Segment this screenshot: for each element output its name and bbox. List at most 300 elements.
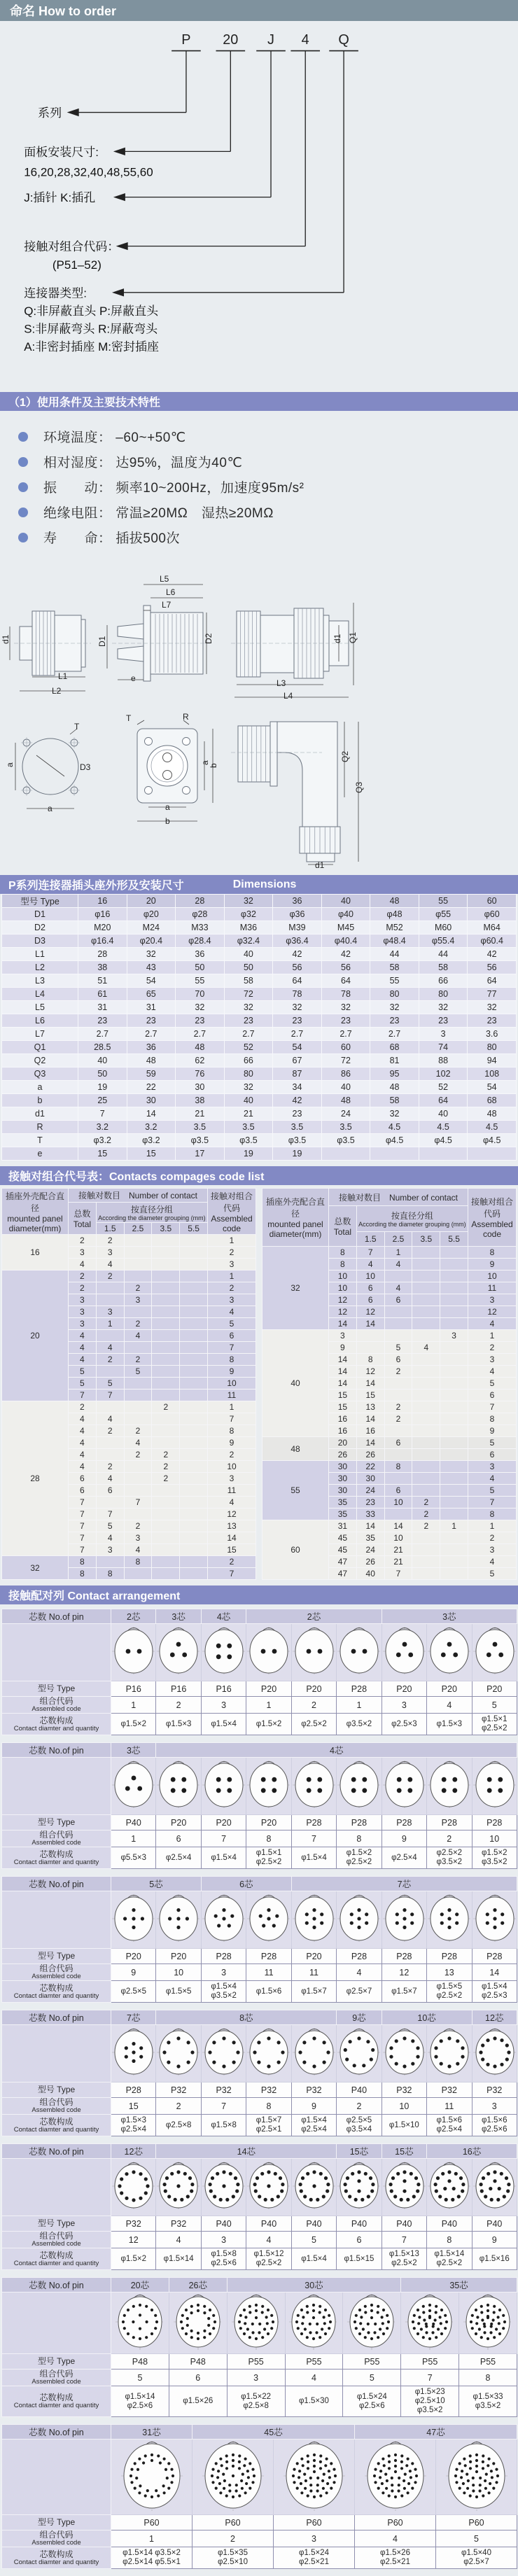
pin-dot (475, 2465, 477, 2468)
pin-dot (295, 2320, 298, 2323)
cell: 10 (356, 1270, 384, 1282)
contact-quantity-cell (111, 2115, 156, 2136)
cell: 6 (468, 1449, 517, 1461)
cell (124, 1568, 152, 1580)
type-cell: P40 (246, 2216, 291, 2232)
pin-dot (367, 2040, 370, 2043)
contact-quantity-line: φ2.5×2 (255, 1858, 282, 1866)
cell: 4 (69, 1461, 97, 1473)
pin-dot (187, 2061, 190, 2064)
pin-dot (389, 2190, 393, 2193)
pin-dot (444, 2314, 447, 2317)
pin-dot (223, 2487, 225, 2490)
diagram-cell (156, 1758, 201, 1815)
cell: 14 (329, 1318, 357, 1330)
pin-dot (185, 2309, 188, 2311)
pin-arrangement-diagram (382, 2025, 427, 2080)
cell: 4 (468, 1318, 517, 1330)
diagram-cell (382, 2159, 426, 2216)
bullet-icon (18, 533, 28, 542)
pin-dot (402, 2036, 406, 2040)
cell: 4 (69, 1259, 97, 1270)
contact-quantity-line: φ2.5×14 φ5.5×1 (122, 2558, 181, 2566)
cell: 7 (69, 1390, 97, 1401)
diagram-row-label (2, 1624, 111, 1681)
pin-dot (312, 2304, 315, 2306)
type-cell: P28 (472, 1815, 517, 1830)
assembled-code-cell: 10 (472, 1830, 517, 1847)
pin-dot (349, 2040, 352, 2043)
cell: 7 (208, 1342, 256, 1354)
cell: 5 (468, 1568, 517, 1580)
pin-dot (260, 2172, 264, 2176)
dimension-label: L1 (58, 671, 68, 681)
pin-count-label: 芯数 No.of pin (2, 1609, 111, 1624)
cell: φ48 (370, 908, 419, 921)
contact-quantity-line: φ3.5×2 (436, 1858, 463, 1866)
pin-dot (348, 2194, 351, 2198)
pin-dot (487, 2491, 490, 2494)
pin-dot (246, 2476, 249, 2479)
assembled-code-cell: 9 (291, 2098, 336, 2115)
pin-dot (363, 1777, 368, 1782)
order-label: 系列 (38, 106, 62, 120)
shell-outline (115, 1630, 153, 1673)
cell (124, 1378, 152, 1390)
pin-count-label: 芯数 No.of pin (2, 2010, 111, 2025)
pin-dot (484, 2487, 486, 2490)
dimension-label: Q1 (348, 631, 358, 643)
assembled-code-cell: 8 (246, 1830, 291, 1847)
pin-dot (132, 1926, 135, 1929)
pin-dot (245, 2482, 248, 2485)
contact-label: 芯数构成 Contact diamter and quantity (2, 1714, 111, 1735)
cell (412, 1247, 440, 1259)
conditions-list (0, 411, 518, 572)
cell (412, 1354, 440, 1366)
assembled-code-cell: 12 (382, 1964, 426, 1981)
diagram-cell (111, 2440, 192, 2515)
contact-quantity-cell (227, 2386, 285, 2417)
pin-dot (483, 2331, 486, 2334)
cell: 1 (96, 1318, 124, 1330)
pin-dot (445, 2320, 448, 2323)
pin-dot (382, 2309, 385, 2311)
pin-dot (482, 2494, 484, 2497)
cell: 64 (273, 974, 322, 988)
pin-dot (505, 2043, 508, 2047)
contact-quantity-line: φ1.5×2 (120, 1719, 146, 1728)
pin-dot (358, 2170, 361, 2174)
cell: φ55.4 (419, 934, 468, 948)
condition-text: 环境温度： –60~+50℃ (43, 430, 186, 445)
arrow-head-icon (113, 148, 125, 155)
pin-dot (154, 2327, 157, 2330)
cell: 2 (152, 1461, 180, 1473)
code-header-line: code (482, 1229, 502, 1239)
pin-dot (177, 1917, 181, 1920)
cell: 21 (176, 1107, 225, 1121)
cell: 2 (96, 1235, 124, 1247)
cell: 4 (96, 1413, 124, 1425)
pin-dot (414, 2481, 416, 2484)
pin-arrangement-diagram (292, 1624, 337, 1679)
pin-dot (493, 2336, 496, 2339)
contact-quantity-cell (382, 2115, 426, 2136)
pin-count-label: 芯数 No.of pin (2, 1877, 111, 1891)
cell: 14 (356, 1413, 384, 1425)
pin-arrangement-diagram (427, 1891, 472, 1946)
arrow-head-icon (67, 108, 79, 116)
cell: 8 (208, 1425, 256, 1437)
diagram-cell (427, 1891, 472, 1949)
pin-dot (214, 2462, 217, 2465)
cell: 23 (273, 1107, 322, 1121)
pin-dot (267, 2332, 270, 2335)
contact-quantity-line: φ1.5×5 (165, 1987, 192, 1996)
pin-dot (384, 2473, 387, 2476)
contact-quantity-line: φ2.5×2 (301, 1719, 327, 1728)
pin-dot (170, 1653, 175, 1658)
cell: 2.7 (78, 1028, 127, 1041)
pin-dot (145, 2305, 148, 2308)
pin-count-header: 15芯 (382, 2144, 426, 2159)
pin-dot (248, 2311, 251, 2314)
pin-dot (155, 2489, 158, 2492)
pin-count-header: 45芯 (192, 2425, 355, 2440)
cell: 54 (273, 1041, 322, 1054)
type-cell: P55 (343, 2354, 401, 2370)
pin-dot (219, 2491, 222, 2494)
pin-dot (307, 1788, 312, 1793)
cell (152, 1425, 180, 1437)
cell (152, 1378, 180, 1390)
diagram-cell (246, 1891, 291, 1949)
pin-dot (118, 2184, 121, 2188)
pin-dot (319, 2305, 322, 2308)
code-table-left (1, 1188, 256, 1580)
pin-dot (326, 2183, 330, 2186)
type-cell: P20 (427, 1681, 472, 1697)
cell: 95 (370, 1068, 419, 1081)
contact-label-en: Contact diamter and quantity (13, 2558, 99, 2566)
cell: 14 (356, 1318, 384, 1330)
cell: φ16.4 (78, 934, 127, 948)
contact-quantity-cell (382, 1847, 426, 1869)
pin-count-header: 26芯 (169, 2278, 227, 2292)
pin-dot (307, 1777, 312, 1782)
cell: 32 (321, 1001, 370, 1014)
section-header-arrangement (0, 1586, 518, 1604)
cell: 2 (124, 1425, 152, 1437)
pin-dot (382, 2458, 384, 2460)
pin-dot (386, 2327, 388, 2330)
pin-dot (127, 2309, 130, 2311)
cell: 2.7 (127, 1028, 176, 1041)
pin-arrangement-diagram (111, 2025, 156, 2080)
pin-dot (237, 2467, 240, 2470)
pin-dot (468, 2467, 471, 2470)
dimension-label: a (5, 762, 15, 767)
pin-dot (400, 2467, 402, 2470)
pin-dot (321, 2194, 325, 2198)
pin-dot (126, 1649, 131, 1654)
cell: 7 (208, 1568, 256, 1580)
contact-quantity-line: φ2.5×2 (481, 1724, 507, 1732)
pin-dot (306, 1649, 311, 1654)
cell: 2 (69, 1282, 97, 1294)
cell: 30 (176, 1081, 225, 1094)
pin-dot (436, 2176, 440, 2180)
pin-dot (437, 2328, 440, 2330)
arrangement-block (1, 2143, 517, 2270)
contact-label: 芯数构成 Contact diamter and quantity (2, 2115, 111, 2136)
pin-dot (320, 1912, 323, 1916)
pin-dot (183, 1653, 188, 1658)
pin-arrangement-diagram (337, 2025, 382, 2080)
contact-quantity-line: φ1.5×7 (255, 2116, 282, 2124)
cell: φ16 (78, 908, 127, 921)
diagram-row (2, 2159, 517, 2216)
diagram-cell (246, 1758, 291, 1815)
assembled-code-cell: 6 (156, 1830, 201, 1847)
assembled-code-cell: 8 (459, 2370, 517, 2386)
contact-label: 芯数构成 Contact diamter and quantity (2, 2248, 111, 2270)
contact-quantity-line: φ1.5×6 (436, 2116, 463, 2124)
cell (124, 1473, 152, 1485)
pin-dot (182, 1788, 187, 1793)
cell: 52 (224, 1041, 273, 1054)
cell (440, 1318, 468, 1330)
pin-dot (465, 2473, 468, 2476)
contact-quantity-line: φ3.5×2 (475, 2401, 501, 2410)
pin-dot (304, 1912, 308, 1916)
pin-dot (492, 2487, 495, 2490)
pin-dot (406, 2458, 409, 2460)
pin-dot (225, 2198, 229, 2202)
pin-dot (231, 2454, 234, 2456)
pin-dot (480, 2305, 483, 2308)
pin-dot (146, 2184, 149, 2188)
pin-dot (235, 2190, 239, 2193)
pin-dot (463, 2458, 465, 2460)
cell: L4 (2, 988, 78, 1001)
assembled-code-cell: 15 (111, 2098, 156, 2115)
contact-quantity-cell (285, 2386, 343, 2417)
assembled-code-cell: 5 (291, 2232, 336, 2248)
condition-item (18, 503, 518, 522)
contact-quantity-line: φ2.5×10 (414, 2397, 445, 2405)
pin-dot (402, 1926, 406, 1929)
code-label-en: Assembled code (31, 2539, 81, 2547)
arrangement-block (1, 2424, 517, 2569)
pin-dot (154, 2314, 157, 2317)
pin-dot (217, 1924, 220, 1927)
cell (124, 1342, 152, 1354)
pin-arrangement-diagram (156, 1891, 201, 1946)
pin-dot (323, 2316, 326, 2318)
pin-dot (139, 2314, 141, 2316)
pin-dot (203, 2311, 206, 2314)
cell: 2 (96, 1461, 124, 1473)
cell: 108 (468, 1068, 517, 1081)
cell (180, 1330, 208, 1342)
cell: 6 (69, 1473, 97, 1485)
contact-quantity-cell (427, 2248, 472, 2270)
diameter-col-header: 1.5 (356, 1231, 384, 1246)
cell: 86 (321, 1068, 370, 1081)
pin-dot (440, 2332, 443, 2335)
pin-dot (227, 1777, 232, 1782)
type-cell: P28 (337, 1815, 382, 1830)
pin-dot (382, 2322, 384, 2325)
pin-dot (355, 2314, 358, 2317)
cell (152, 1413, 180, 1425)
cell: φ3.2 (78, 1134, 127, 1147)
pin-arrangement-diagram (246, 1758, 291, 1812)
pin-arrangement-diagram (202, 2025, 246, 2080)
pin-dot (400, 2494, 403, 2497)
pin-dot (136, 2468, 139, 2471)
column-header: 40 (321, 895, 370, 908)
pin-dot (395, 1921, 398, 1925)
contact-quantity-line: φ1.5×4 (301, 2254, 327, 2263)
pin-dot (359, 2322, 362, 2325)
cell: 6 (468, 1390, 517, 1401)
contact-quantity-line: φ1.5×1 (481, 1715, 507, 1723)
pin-dot (471, 2327, 474, 2330)
diagram-row (2, 2025, 517, 2082)
pin-arrangement-diagram (427, 1624, 472, 1679)
pin-dot (155, 2320, 158, 2323)
pin-dot (475, 2332, 477, 2335)
assembled-code-cell: 4 (355, 2530, 436, 2547)
cell (440, 1354, 468, 1366)
cell: 14 (208, 1532, 256, 1544)
cell: 5 (384, 1342, 412, 1354)
cell: 4 (124, 1544, 152, 1556)
pin-dot (326, 2050, 330, 2054)
column-header: 32 (224, 895, 273, 908)
shell-outline (205, 1630, 243, 1673)
pin-dot (318, 2172, 322, 2176)
diagram-cell (459, 2292, 517, 2354)
pin-dot (478, 2328, 481, 2330)
cell (412, 1461, 440, 1473)
cell: 5 (468, 1437, 517, 1449)
cell: 14 (329, 1366, 357, 1378)
cell: 2 (96, 1270, 124, 1282)
cell: 55 (370, 974, 419, 988)
cell (412, 1401, 440, 1413)
pin-dot (453, 1653, 458, 1658)
cell: 15 (78, 1147, 127, 1161)
contact-quantity-cell (111, 2248, 156, 2270)
arrangement-table (1, 2424, 517, 2569)
pin-dot (212, 2314, 215, 2317)
pin-dot (316, 2477, 319, 2479)
cell: 2 (384, 1401, 412, 1413)
type-cell: P48 (111, 2354, 169, 2370)
cell (124, 1485, 152, 1497)
contact-quantity-cell (337, 1981, 382, 2003)
pin-dot (370, 2309, 373, 2312)
pin-dot (413, 2314, 416, 2317)
contact-quantity-cell (201, 1714, 246, 1735)
pin-dot (370, 2057, 373, 2061)
type-cell: P28 (246, 1949, 291, 1964)
pin-dot (500, 2063, 503, 2066)
pin-dot (393, 2465, 396, 2468)
cell: 23 (419, 1014, 468, 1028)
pin-dot (197, 2309, 200, 2312)
cell: M60 (419, 921, 468, 934)
diameter-col-header: 3.5 (152, 1223, 180, 1235)
condition-text: 相对湿度： 达95%，温度为40℃ (43, 456, 243, 470)
pin-dot (298, 2183, 302, 2186)
cell: 48 (321, 1094, 370, 1107)
cell: 6 (208, 1330, 256, 1342)
contact-quantity-line: φ1.5×24 (356, 2392, 387, 2401)
cell (152, 1568, 180, 1580)
dimension-label: d1 (1, 634, 10, 644)
pin-dot (139, 2046, 143, 2050)
cell: 3 (208, 1473, 256, 1485)
diagram-row-label (2, 2025, 111, 2082)
pin-dot (432, 2323, 435, 2325)
pin-dot (203, 2336, 206, 2339)
cell: 2.7 (321, 1028, 370, 1041)
pin-dot (489, 2470, 492, 2472)
type-cell: P32 (156, 2216, 201, 2232)
cell: 8 (69, 1568, 97, 1580)
pin-dot (402, 2190, 406, 2193)
code-label: 组合代码 Assembled code (2, 1830, 111, 1847)
pin-dot (395, 1912, 398, 1916)
cell: Q1 (2, 1041, 78, 1054)
pin-dot (489, 2331, 492, 2334)
pin-dot (222, 2064, 225, 2068)
pin-dot (209, 2332, 211, 2335)
cell: L3 (2, 974, 78, 988)
pin-dot (364, 2172, 368, 2176)
type-cell: P48 (169, 2354, 227, 2370)
cell: 30 (356, 1473, 384, 1485)
pin-dot (493, 1926, 496, 1929)
pin-dot (312, 2184, 316, 2188)
cell: φ40.4 (321, 934, 370, 948)
cell (412, 1318, 440, 1330)
pin-dot (353, 2064, 356, 2067)
dimension-label: e (131, 673, 136, 683)
pin-dot (312, 1908, 316, 1912)
cell (96, 1330, 124, 1342)
contact-quantity-cell (382, 1981, 426, 2003)
pin-dot (203, 2305, 206, 2308)
pin-dot (440, 2062, 443, 2066)
pin-dot (481, 2043, 484, 2047)
pin-dot (328, 2476, 330, 2479)
pin-dot (428, 2337, 431, 2340)
diagram-cell (382, 1758, 426, 1815)
cell: 2 (208, 1449, 256, 1461)
type-cell: P20 (382, 1681, 426, 1697)
cell: 4 (69, 1413, 97, 1425)
cell: 17 (176, 1147, 225, 1161)
cell (124, 1247, 152, 1259)
pin-dot (312, 1917, 316, 1920)
diameter-header-line: diameter(mm) (8, 1223, 62, 1233)
